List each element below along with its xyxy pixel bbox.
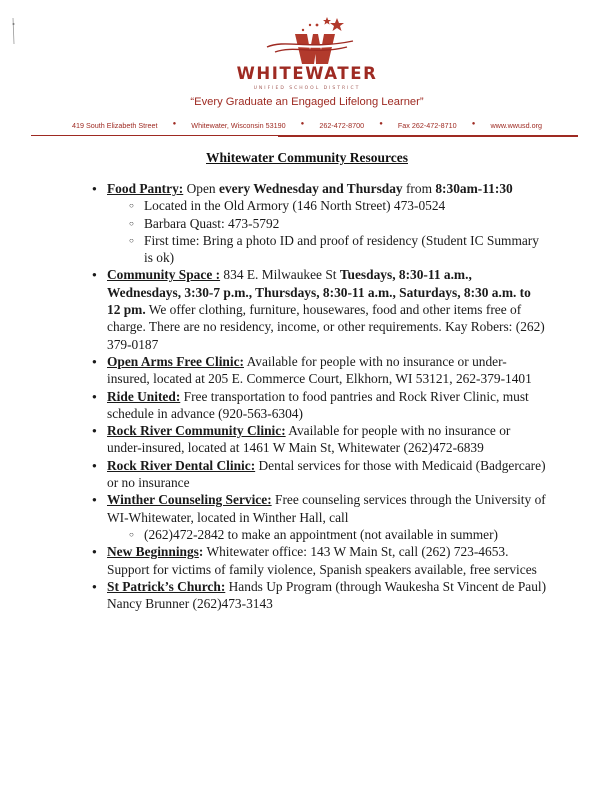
resource-new-beginnings bbox=[107, 543, 547, 578]
resource-rock-river-dental-clinic bbox=[107, 457, 547, 492]
resource-text: Free transportation to food pantries and Rock River Clinic, must schedule in advance (920-563-6304) bbox=[107, 388, 529, 421]
resource-text: from bbox=[402, 181, 436, 196]
resource-hours: 8:30am-11:30 bbox=[435, 181, 513, 196]
resource-ride-united bbox=[107, 388, 547, 423]
resource-heading: Rock River Dental Clinic: bbox=[107, 457, 256, 473]
street-address: 419 South Elizabeth Street bbox=[72, 121, 158, 130]
resource-text: Free counseling services through the University of WI-Whitewater, located in Winther Hall, call bbox=[107, 492, 546, 525]
whitewater-logo-icon bbox=[255, 12, 365, 64]
website-link[interactable]: www.wwusd.org bbox=[490, 121, 542, 130]
fax-number: Fax 262-472-8710 bbox=[397, 121, 457, 130]
resource-list bbox=[107, 180, 547, 612]
district-motto: “Every Graduate an Engaged Lifelong Learner” bbox=[190, 96, 424, 108]
resource-heading: Community Space : bbox=[107, 267, 221, 283]
sub-item: ○ First time: Bring a photo ID and proof of residency (Student IC Summary is ok) bbox=[144, 232, 547, 267]
resource-heading: Open Arms Free Clinic: bbox=[107, 353, 244, 369]
sub-item: ○ (262)472-2842 to make an appointment (not available in summer) bbox=[144, 526, 547, 543]
resource-winther-counseling bbox=[107, 491, 547, 526]
district-name: WHITEWATER bbox=[236, 64, 378, 83]
resource-text: Available for people with no insurance or under-insured, located at 205 E. Commerce Court, Elkhorn, WI 53121, 262-379-1401 bbox=[107, 353, 532, 387]
resource-heading: Ride United: bbox=[107, 388, 181, 404]
resource-text: Hands Up Program (through Waukesha St Vincent de Paul) Nancy Brunner (262)473-3143 bbox=[107, 578, 547, 612]
bullet-separator-icon: ● bbox=[172, 121, 177, 127]
bullet-separator-icon: ● bbox=[300, 121, 305, 127]
letterhead-divider bbox=[278, 135, 578, 137]
resource-heading: St Patrick’s Church: bbox=[107, 578, 226, 594]
resource-st-patricks-church bbox=[107, 578, 547, 613]
letterhead-address-line bbox=[72, 121, 542, 130]
city-state-zip: Whitewater, Wisconsin 53190 bbox=[191, 121, 286, 130]
resource-rock-river-community-clinic bbox=[107, 422, 547, 457]
resource-heading: New Beginnings bbox=[107, 544, 199, 560]
resource-open-arms-clinic bbox=[107, 353, 547, 388]
letterhead-divider bbox=[31, 135, 278, 136]
resource-community-space bbox=[107, 266, 547, 352]
sub-item: ○ Barbara Quast: 473-5792 bbox=[144, 215, 547, 232]
resource-text: Open bbox=[183, 181, 219, 196]
sub-item: ○ Located in the Old Armory (146 North Street) 473-0524 bbox=[144, 197, 547, 214]
bullet-separator-icon: ● bbox=[471, 121, 476, 127]
scan-edge-mark bbox=[12, 14, 16, 54]
resource-heading-colon: : bbox=[198, 544, 204, 560]
resource-text: We offer clothing, furniture, housewares, food and other items free of charge. There are no residency, income, or other requirements. Kay Robers: (262) 379-0187 bbox=[107, 302, 545, 352]
bullet-separator-icon: ● bbox=[379, 121, 383, 127]
phone-number: 262-472-8700 bbox=[319, 121, 365, 130]
resource-heading: Rock River Community Clinic: bbox=[107, 423, 286, 439]
resource-text: Dental services for those with Medicaid (Badgercare) or no insurance bbox=[107, 457, 546, 491]
resource-text: Whitewater office: 143 W Main St, call (262) 723-4653. Support for victims of family violence, Spanish speakers available, free services bbox=[107, 544, 537, 577]
district-subtitle: UNIFIED SCHOOL DISTRICT bbox=[253, 86, 361, 91]
resource-heading: Winther Counseling Service: bbox=[107, 492, 272, 508]
resource-heading: Food Pantry: bbox=[107, 181, 184, 196]
resource-text: Available for people with no insurance or under-insured, located at 1461 W Main St, Whitewater (262)472-6839 bbox=[107, 423, 511, 456]
resource-hours: Tuesdays, 8:30-11 a.m., Wednesdays, 3:30-7 p.m., Thursdays, 8:30-11 a.m., Saturdays, 8:30 a.m. to 12 pm. bbox=[107, 267, 531, 318]
resource-days: every Wednesday and Thursday bbox=[218, 181, 403, 196]
resource-food-pantry bbox=[107, 180, 547, 197]
resource-text: 834 E. Milwaukee St bbox=[220, 267, 340, 283]
document-title: Whitewater Community Resources bbox=[206, 150, 408, 165]
